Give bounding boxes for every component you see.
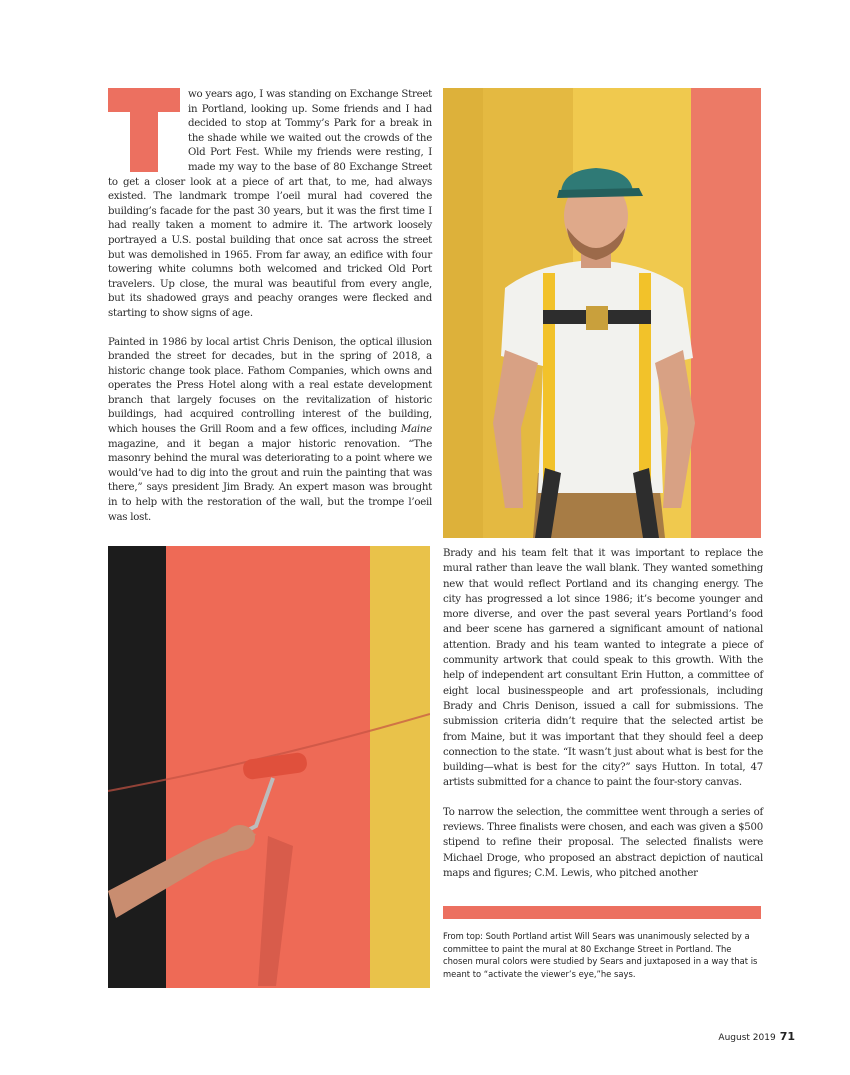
article-right-column (443, 546, 763, 895)
article-paragraph (108, 88, 432, 322)
page-folio (700, 1030, 795, 1043)
artist-portrait-photo (443, 88, 761, 538)
issue-date: August 2019 (718, 1033, 776, 1043)
magazine-name: Maine (400, 424, 432, 436)
drop-cap (108, 88, 180, 172)
article-paragraph: Brady and his team felt that it was important to replace the mural rather than leave the wall blank. They wanted something new that would reflect Portland and its changing energy. The city has progressed a lot since 1986; it’s become younger and more diverse, and over the past several years Portland’s food and beer scene has garnered a significant amount of national attention. Brady and his team wanted to integrate a piece of community artwork that could speak to this growth. With the help of independent art consultant Erin Hutton, a committee of eight local businesspeople and art professionals, including Brady and Chris Denison, issued a call for submissions. The submission criteria didn’t require that the selected artist be from Maine, but it was important that they should feel a deep connection to the state. “It wasn’t just about what is best for the building—what is best for the city?” says Hutton. In total, 47 artists submitted for a chance to paint the four-story canvas. (443, 548, 763, 789)
article-left-column (108, 88, 432, 539)
mural-painting-photo (108, 546, 430, 988)
paragraph-text: magazine, and it began a major historic renovation. “The masonry behind the mural was deteriorating to a point where we would’ve had to dig into the grout and ruin the painting that was there,” says president Jim Brady. An expert mason was brought in to help with the restoration of the wall, but the trompe l’oeil was lost. (108, 438, 432, 523)
article-paragraph: To narrow the selection, the committee went through a series of reviews. Three finalists were chosen, and each was given a $500 stipend to refine their proposal. The selected finalists were Michael Droge, who proposed an abstract depiction of nautical maps and figures; C.M. Lewis, who pitched another (443, 806, 763, 879)
caption-accent-bar (443, 906, 761, 919)
paragraph-text: Painted in 1986 by local artist Chris Denison, the optical illusion branded the street for decades, but in the spring of 2018, a historic change took place. Fathom Companies, which owns and operates the Press Hotel along with a real estate development branch that largely focuses on the revitalization of historic buildings, had acquired controlling interest of the building, which houses the Grill Room and a few offices, including (108, 336, 432, 436)
page-number: 71 (779, 1030, 795, 1043)
drop-cap-t-glyph (108, 88, 180, 172)
paragraph-text: wo years ago, I was standing on Exchange Street in Portland, looking up. Some friends and I had decided to stop at Tommy’s Park for a break in the shade while we waited out the crowds of the Old Port Fest. While my friends were resting, I made my way to the base of 80 Exchange Street to get a closer look at a piece of art that, to me, had always existed. The landmark trompe l’oeil mural had covered the building’s facade for the past 30 years, but it was the first time I had really taken a moment to admire it. The artwork loosely portrayed a U.S. postal building that once sat across the street but was demolished in 1965. From far away, an edifice with four towering white columns both welcomed and tricked Old Port travelers. Up close, the mural was beautiful from every angle, but its shadowed grays and peachy oranges were flecked and starting to show signs of age. (108, 89, 432, 319)
article-paragraph (108, 336, 432, 526)
photo-caption: From top: South Portland artist Will Sears was unanimously selected by a committee to paint the mural at 80 Exchange Street in Portland. The chosen mural colors were studied by Sears and juxtaposed in a way that is meant to “activate the viewer’s eye,”he says. (443, 931, 758, 979)
